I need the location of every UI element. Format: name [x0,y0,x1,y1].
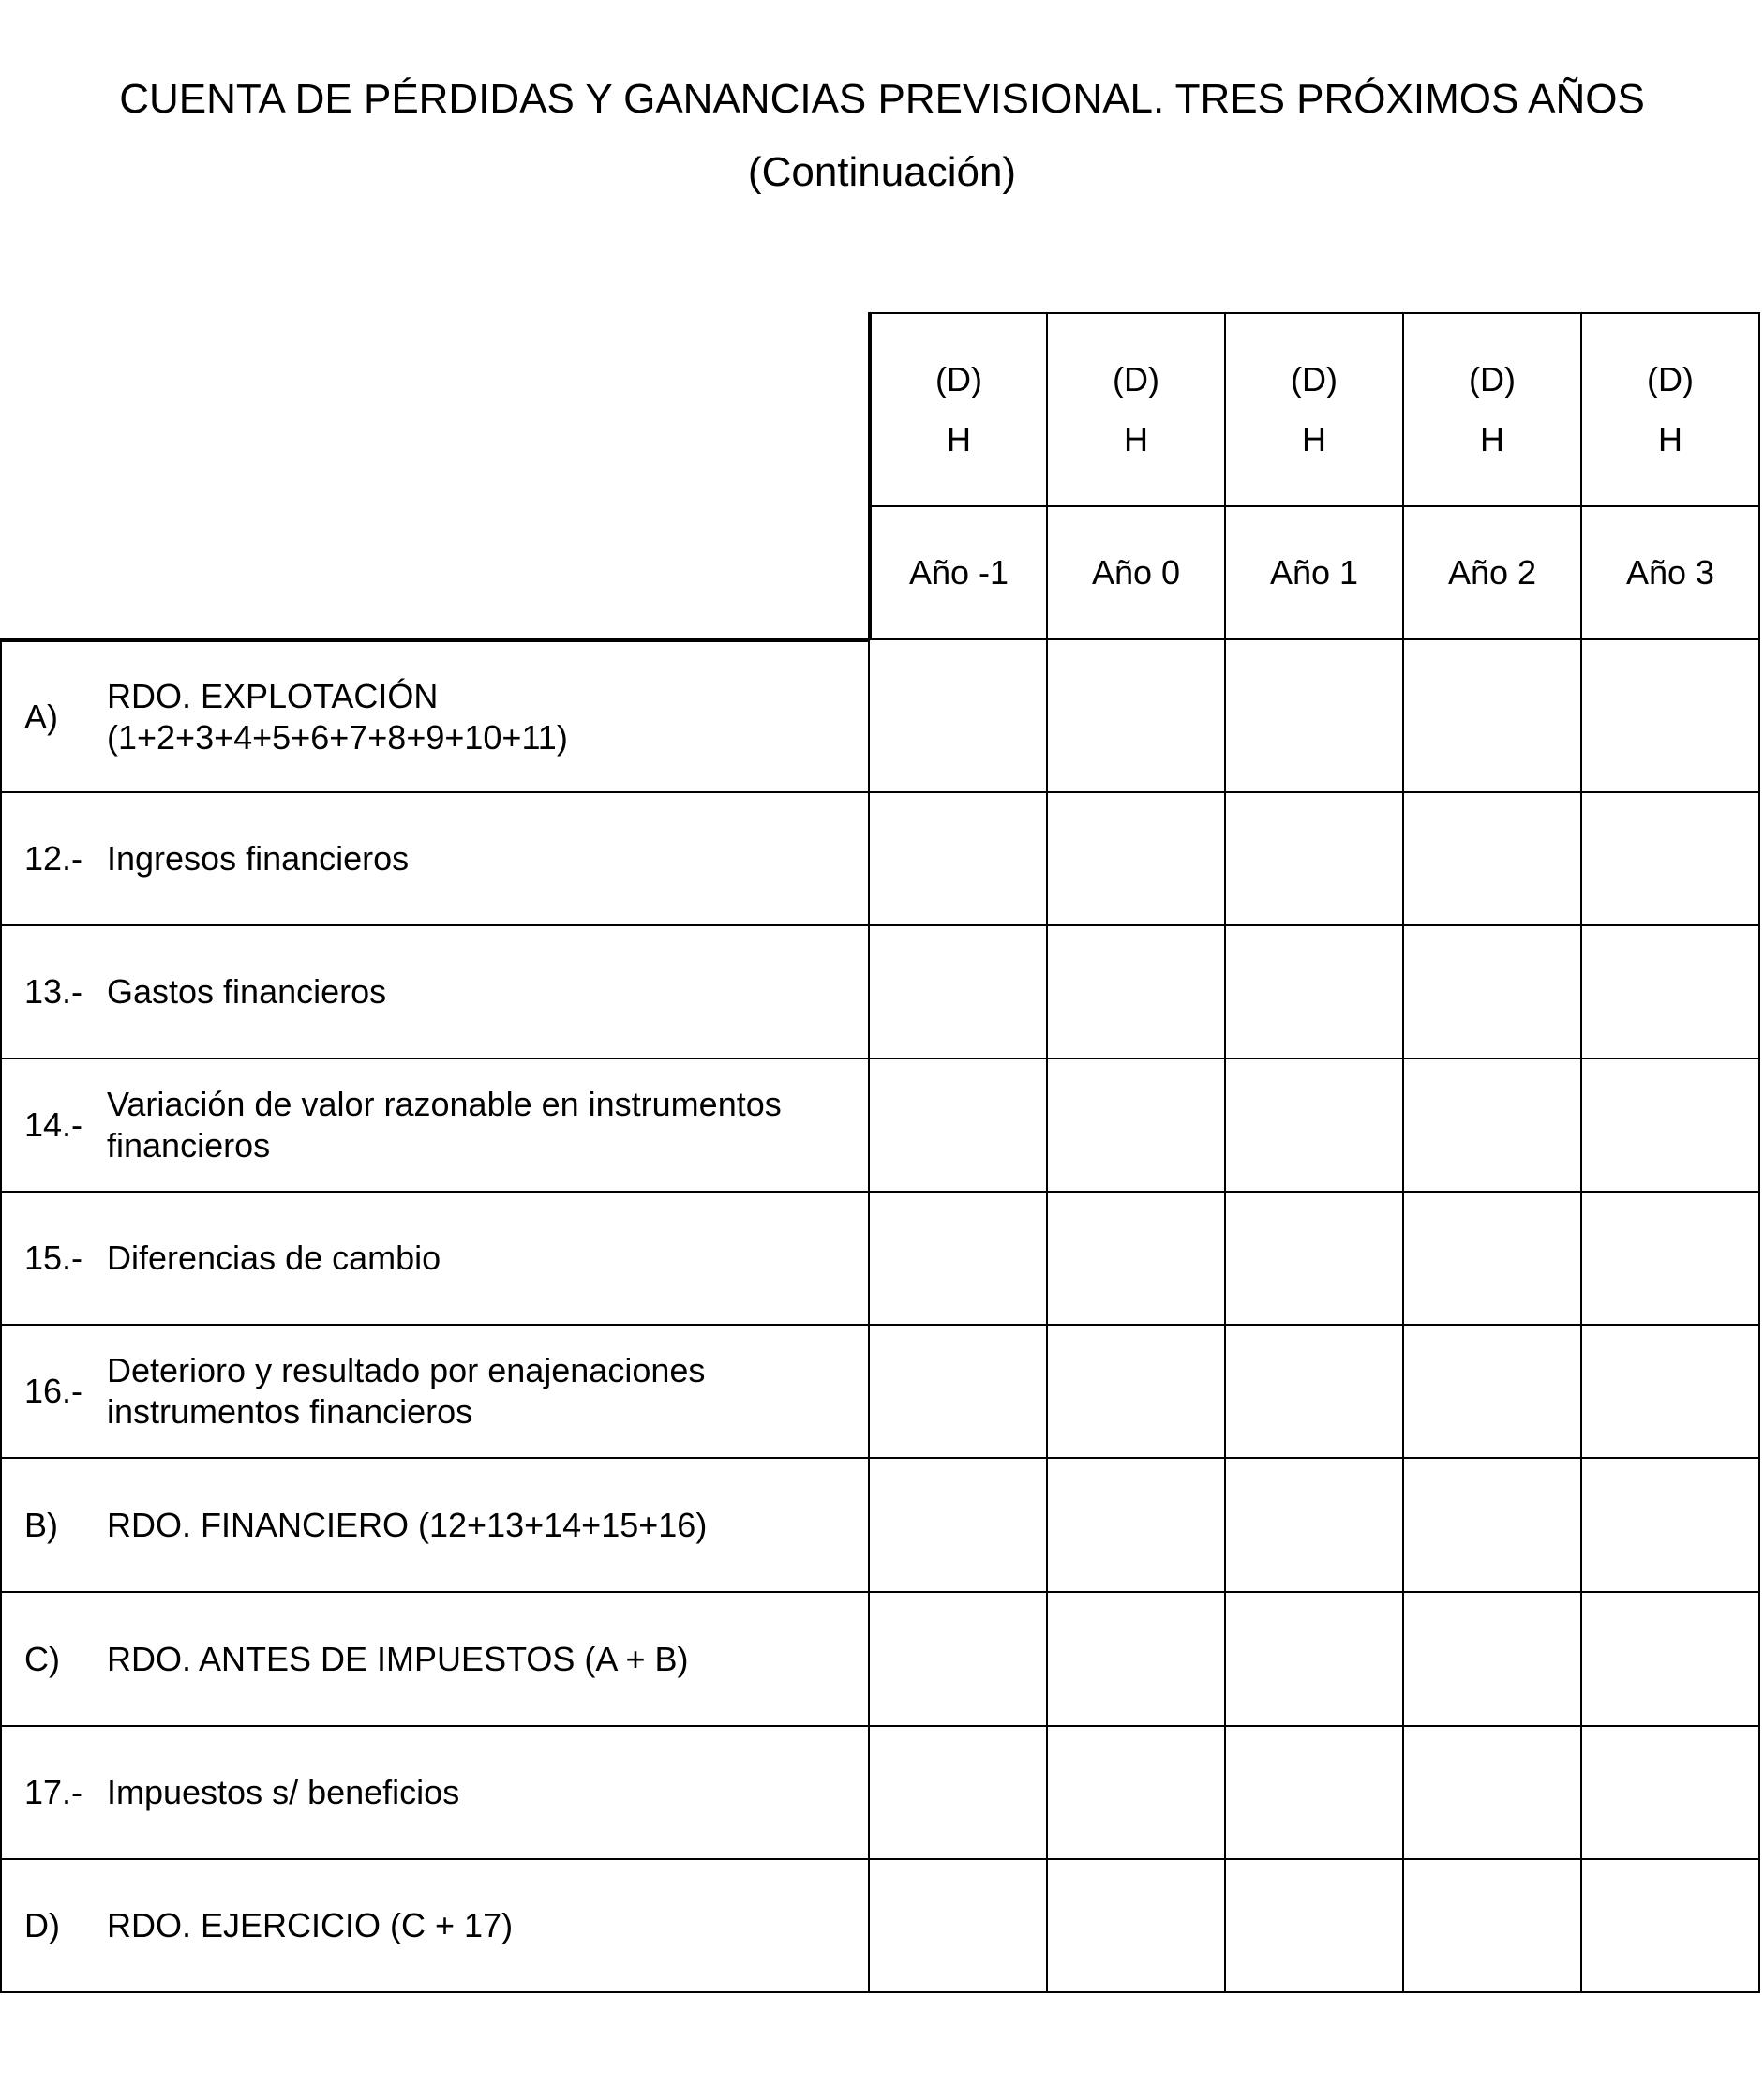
table-value-cell[interactable] [1226,1593,1404,1727]
table-value-cell[interactable] [870,1860,1048,1993]
row-number: D) [24,1906,60,1944]
table-value-cell[interactable] [1226,926,1404,1059]
table-value-cell[interactable] [1582,1593,1760,1727]
table-value-cell[interactable] [1404,640,1582,793]
table-value-cell[interactable] [1404,1326,1582,1459]
row-description: Ingresos financieros [107,839,410,878]
profit-loss-table [0,312,1761,1993]
table-value-cell[interactable] [1404,1193,1582,1326]
table-value-cell[interactable] [1404,1459,1582,1593]
column-header-debit: (D) [1291,360,1338,398]
table-value-cell[interactable] [1404,926,1582,1059]
row-number: 15.- [24,1239,83,1277]
table-value-cell[interactable] [1048,1193,1226,1326]
column-header-debit: (D) [1469,360,1516,398]
table-value-cell[interactable] [1048,926,1226,1059]
table-value-cell[interactable] [870,640,1048,793]
table-value-cell[interactable] [1048,793,1226,926]
table-value-cell[interactable] [1404,1059,1582,1193]
column-header-dh [870,312,1048,507]
table-value-cell[interactable] [1226,1727,1404,1860]
column-header-credit: H [1124,420,1148,458]
table-value-cell[interactable] [1404,1727,1582,1860]
column-header-dh [1226,312,1404,507]
column-header-year: Año 3 [1582,507,1760,640]
row-description: Gastos financieros [107,972,387,1011]
column-header-year: Año 0 [1048,507,1226,640]
column-header-credit: H [1658,420,1682,458]
table-value-cell[interactable] [870,1326,1048,1459]
column-header-year: Año -1 [870,507,1048,640]
table-row-label [0,1459,870,1593]
document-title: CUENTA DE PÉRDIDAS Y GANANCIAS PREVISIONAL. TRES PRÓXIMOS AÑOS [119,76,1645,122]
table-corner [0,312,870,640]
document-subtitle: (Continuación) [747,149,1017,195]
table-value-cell[interactable] [1582,640,1760,793]
column-header-debit: (D) [935,360,982,398]
table-value-cell[interactable] [1582,793,1760,926]
row-description: RDO. EJERCICIO (C + 17) [107,1906,514,1944]
table-row-label [0,1727,870,1860]
table-value-cell[interactable] [870,1593,1048,1727]
row-description: Variación de valor razonable en instrumentos financieros [107,1085,782,1164]
table-row-label [0,926,870,1059]
table-value-cell[interactable] [1404,793,1582,926]
table-value-cell[interactable] [1582,1727,1760,1860]
table-value-cell[interactable] [1048,1727,1226,1860]
table-row-label [0,1193,870,1326]
table-value-cell[interactable] [1404,1593,1582,1727]
table-value-cell[interactable] [1226,793,1404,926]
row-description: RDO. FINANCIERO (12+13+14+15+16) [107,1505,708,1544]
table-value-cell[interactable] [1226,640,1404,793]
row-number: C) [24,1639,60,1678]
column-header-credit: H [1302,420,1326,458]
table-value-cell[interactable] [1404,1860,1582,1993]
table-value-cell[interactable] [1226,1059,1404,1193]
row-number: A) [24,697,58,736]
table-value-cell[interactable] [870,793,1048,926]
table-value-cell[interactable] [1582,1193,1760,1326]
row-number: 17.- [24,1773,83,1811]
row-number: 14.- [24,1105,83,1144]
table-value-cell[interactable] [870,1193,1048,1326]
table-value-cell[interactable] [870,1059,1048,1193]
table-value-cell[interactable] [870,926,1048,1059]
table-value-cell[interactable] [1226,1459,1404,1593]
table-row-label [0,1593,870,1727]
row-description: Diferencias de cambio [107,1239,441,1277]
row-number: 12.- [24,839,83,878]
column-header-year: Año 1 [1226,507,1404,640]
column-header-year: Año 2 [1404,507,1582,640]
column-header-debit: (D) [1647,360,1694,398]
table-row-label [0,1860,870,1993]
table-row-label [0,1326,870,1459]
table-value-cell[interactable] [1226,1193,1404,1326]
table-row-label [0,1059,870,1193]
table-value-cell[interactable] [870,1727,1048,1860]
row-description: Deterioro y resultado por enajenaciones instrumentos financieros [107,1351,706,1431]
table-value-cell[interactable] [1048,1459,1226,1593]
table-value-cell[interactable] [1048,1593,1226,1727]
table-value-cell[interactable] [1226,1326,1404,1459]
table-row-label [0,640,870,793]
table-value-cell[interactable] [870,1459,1048,1593]
column-header-dh [1048,312,1226,507]
table-row-label [0,793,870,926]
table-value-cell[interactable] [1582,1459,1760,1593]
row-number: 13.- [24,972,83,1011]
table-value-cell[interactable] [1226,1860,1404,1993]
table-value-cell[interactable] [1048,1860,1226,1993]
column-header-credit: H [947,420,971,458]
row-description: RDO. ANTES DE IMPUESTOS (A + B) [107,1639,689,1678]
table-value-cell[interactable] [1048,1326,1226,1459]
column-header-debit: (D) [1113,360,1159,398]
column-header-dh [1582,312,1760,507]
row-description: RDO. EXPLOTACIÓN (1+2+3+4+5+6+7+8+9+10+11) [107,676,568,757]
table-value-cell[interactable] [1582,1326,1760,1459]
table-value-cell[interactable] [1048,640,1226,793]
column-header-credit: H [1480,420,1504,458]
row-number: 16.- [24,1372,83,1410]
row-number: B) [24,1505,58,1544]
table-value-cell[interactable] [1048,1059,1226,1193]
table-value-cell[interactable] [1582,1059,1760,1193]
column-header-dh [1404,312,1582,507]
table-value-cell[interactable] [1582,1860,1760,1993]
table-value-cell[interactable] [1582,926,1760,1059]
row-description: Impuestos s/ beneficios [107,1773,460,1811]
